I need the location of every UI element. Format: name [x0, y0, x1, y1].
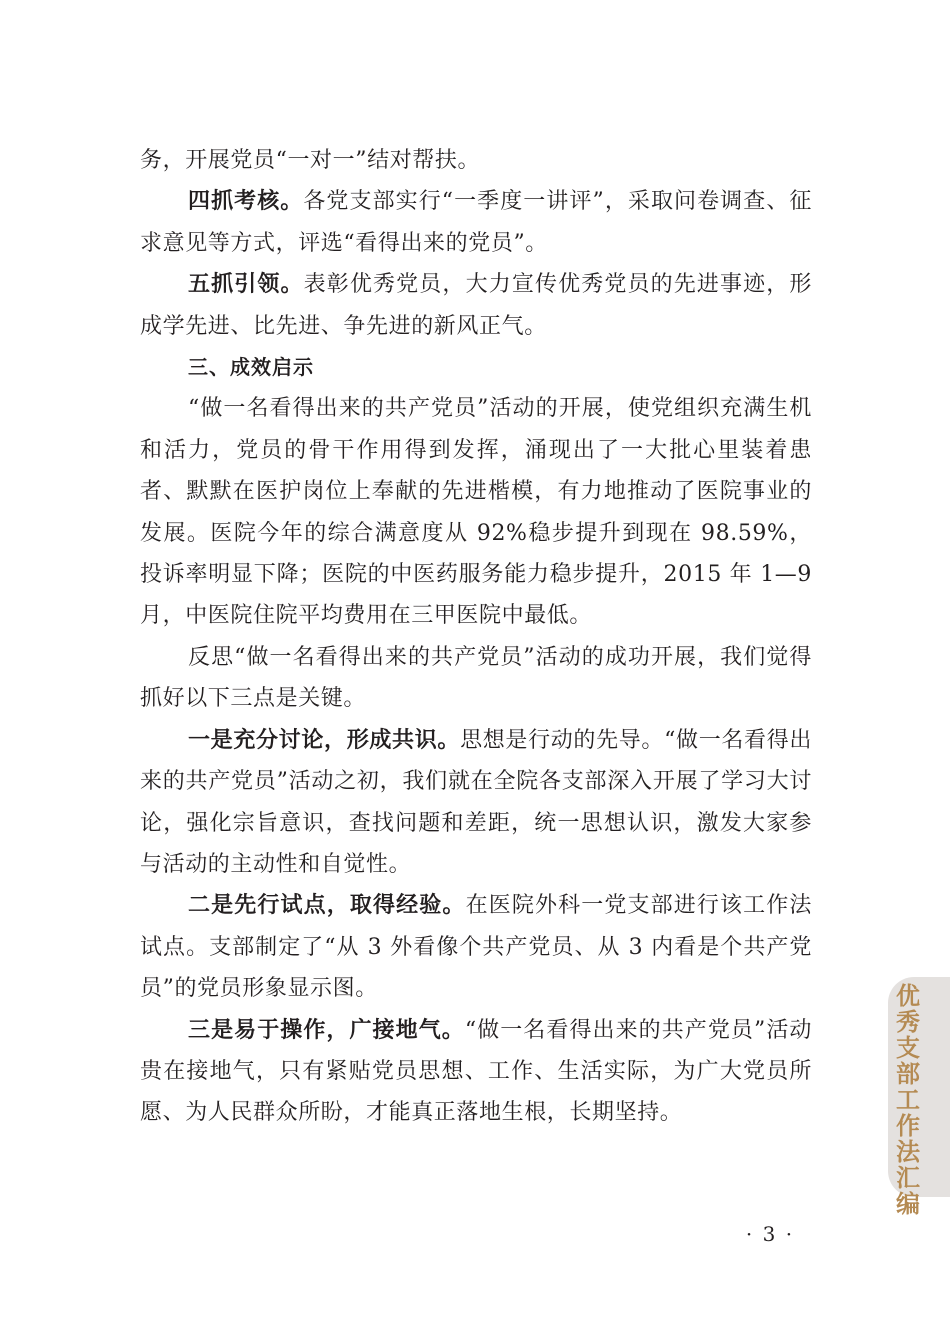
side-tab-title: 优秀支部工作法汇编 — [896, 981, 920, 1218]
paragraph-key-point-two — [140, 885, 812, 1009]
paragraph-lead: 二是先行试点，取得经验。 — [188, 893, 466, 919]
paragraph-key-point-three — [140, 1010, 812, 1134]
section-heading: 三、成效启示 — [188, 355, 314, 380]
paragraph-text: 各党支部实行“一季度一讲评”，采取问卷调查、征求意见等方式，评选“看得出来的党员”。 — [140, 189, 812, 256]
paragraph-lead: 四抓考核。 — [188, 189, 304, 215]
page-number: · 3 · — [745, 1222, 795, 1246]
paragraph-fourth-measure — [140, 181, 812, 264]
paragraph-key-point-one — [140, 720, 812, 886]
paragraph-text: 反思“做一名看得出来的共产党员”活动的成功开展，我们觉得抓好以下三点是关键。 — [140, 644, 812, 712]
paragraph-reflection — [140, 637, 812, 720]
paragraph-lead: 五抓引领。 — [188, 272, 304, 298]
paragraph-text: “做一名看得出来的共产党员”活动贵在接地气，只有紧贴党员思想、工作、生活实际，为广大党员所愿、为人民群众所盼，才能真正落地生根，长期坚持。 — [140, 1017, 812, 1126]
paragraph-text: 思想是行动的先导。“做一名看得出来的共产党员”活动之初，我们就在全院各支部深入开展了学习大讨论，强化宗旨意识，查找问题和差距，统一思想认识，激发大家参与活动的主动性和自觉性。 — [140, 727, 812, 877]
paragraph-text: 表彰优秀党员，大力宣传优秀党员的先进事迹，形成学先进、比先进、争先进的新风正气。 — [140, 272, 812, 339]
paragraph-text: 在医院外科一党支部进行该工作法试点。支部制定了“从 3 外看像个共产党员、从 3 内看是个共产党员”的党员形象显示图。 — [140, 893, 812, 1002]
paragraph-fifth-measure — [140, 264, 812, 347]
paragraph-lead: 三是易于操作，广接地气。 — [188, 1017, 465, 1043]
document-body — [140, 140, 812, 1134]
paragraph-continuation — [140, 140, 812, 181]
paragraph-text: 务，开展党员“一对一”结对帮扶。 — [140, 148, 481, 173]
paragraph-text: “做一名看得出来的共产党员”活动的开展，使党组织充满生机和活力，党员的骨干作用得到发挥，涌现出了一大批心里装着患者、默默在医护岗位上奉献的先进楷模，有力地推动了医院事业的发展。医院今年的综合满意度从 92%稳步提升到现在 98.59%，投诉率明显下降；医院的中医药服务能力稳步提升，2015 年 1—9 月，中医院住院平均费用在三甲医院中最低。 — [140, 396, 812, 629]
paragraph-lead: 一是充分讨论，形成共识。 — [188, 727, 461, 753]
paragraph-results — [140, 388, 812, 636]
